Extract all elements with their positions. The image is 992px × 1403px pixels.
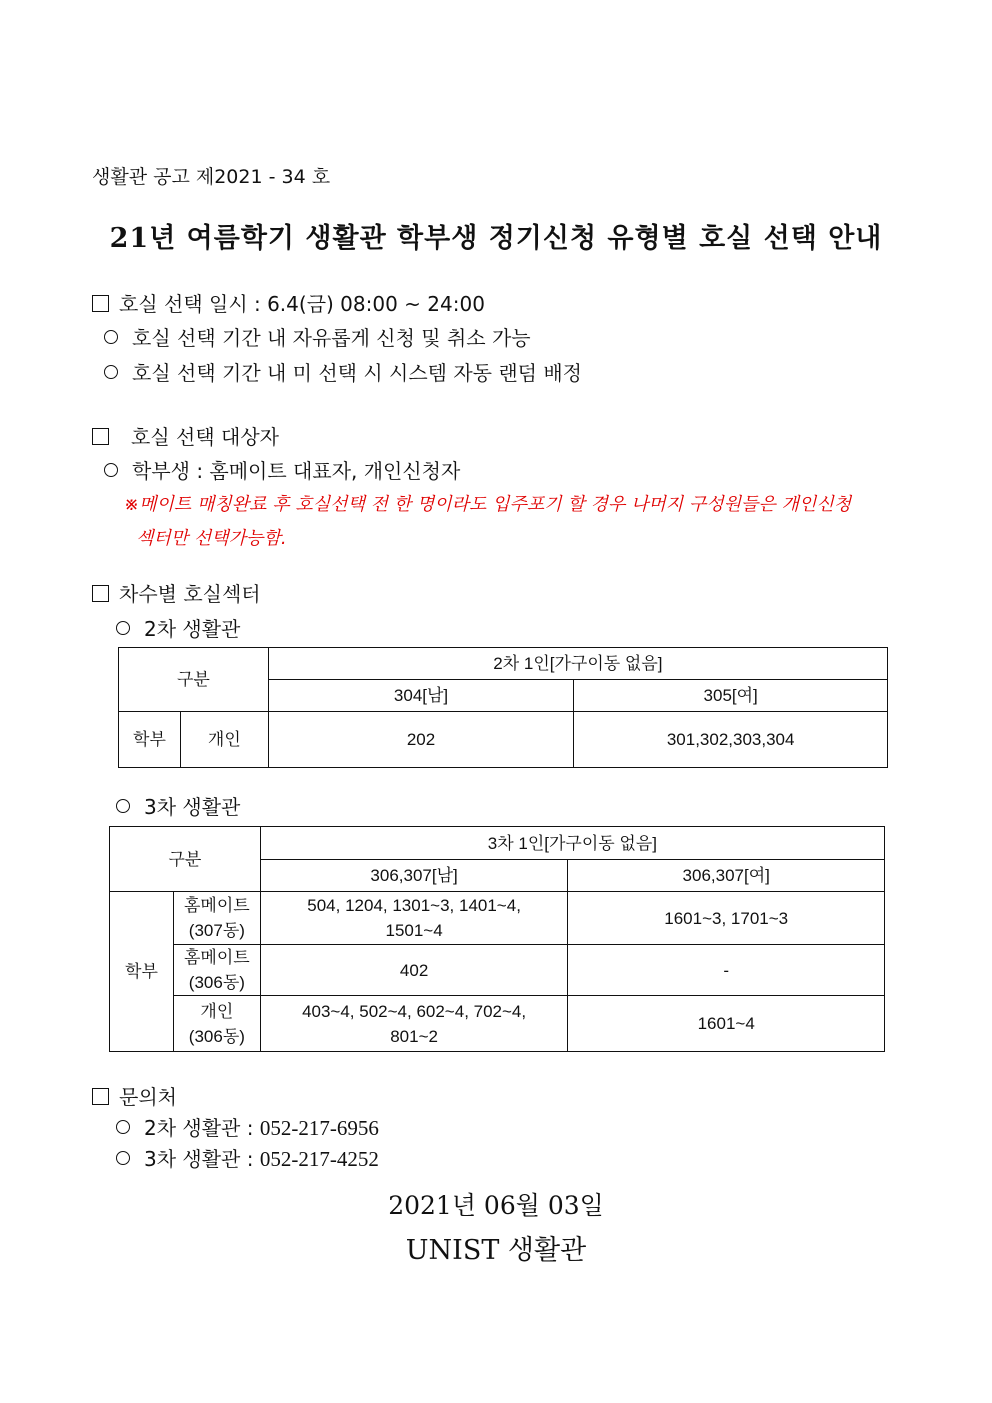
circle-bullet-icon [116, 621, 130, 635]
table3-header-main: 3차 1인[가구이동 없음] [260, 827, 884, 860]
table3-row-type: 개인 [200, 1001, 234, 1021]
table3-row-type: 홈메이트 [184, 948, 250, 967]
contact-item-2 [116, 1143, 379, 1172]
table3-male-line1: 403~4, 502~4, 602~4, 702~4, [302, 1001, 527, 1021]
schedule-bullet-2-text: 호실 선택 기간 내 미 선택 시 시스템 자동 랜덤 배정 [132, 361, 582, 385]
table3-row-type-cell [173, 996, 260, 1052]
contact-1-label: 2차 생활관 : [144, 1116, 254, 1140]
table3-row-type: 홈메이트 [184, 896, 250, 915]
circle-bullet-icon [104, 365, 118, 379]
target-bullet-text: 학부생 : 홈메이트 대표자, 개인신청자 [132, 459, 461, 483]
section-sectors-heading [92, 578, 261, 607]
table-dorm3 [109, 826, 885, 1052]
section-schedule-text: 호실 선택 일시 : 6.4(금) 08:00 ~ 24:00 [119, 292, 485, 316]
table3-female-rooms: 1601~4 [568, 996, 885, 1052]
schedule-bullet-2 [104, 357, 582, 386]
circle-bullet-icon [104, 330, 118, 344]
table2-row-type: 개인 [180, 712, 268, 768]
table3-female-rooms: - [568, 945, 885, 996]
organization-name: UNIST 생활관 [405, 1235, 587, 1266]
checkbox-square-icon [92, 1088, 109, 1105]
checkbox-square-icon [92, 428, 109, 445]
section-contact-text: 문의처 [119, 1085, 177, 1109]
table3-col-female: 306,307[여] [568, 860, 885, 892]
table3-male-line2: 801~2 [390, 1026, 438, 1046]
table2-male-rooms: 202 [268, 712, 574, 768]
schedule-bullet-1-text: 호실 선택 기간 내 자유롭게 신청 및 취소 가능 [132, 326, 531, 350]
table3-male-cell [260, 996, 568, 1052]
warning-line-1: ※메이트 매칭완료 후 호실선택 전 한 명이라도 입주포기 할 경우 나머지 구성원들은 개인신청 [124, 494, 852, 515]
section-sectors-text: 차수별 호실섹터 [119, 582, 261, 606]
table3-col-group: 구분 [110, 827, 261, 892]
checkbox-square-icon [92, 295, 109, 312]
table3-col-male: 306,307[남] [260, 860, 568, 892]
table2-col-female: 305[여] [574, 680, 888, 712]
table3-row-type-cell [173, 945, 260, 996]
table3-male-cell [260, 892, 568, 945]
table3-caption [116, 791, 240, 820]
table3-row-group: 학부 [110, 892, 174, 1052]
table2-col-male: 304[남] [268, 680, 574, 712]
table-row [110, 996, 885, 1052]
circle-bullet-icon [116, 1151, 130, 1165]
circle-bullet-icon [116, 1120, 130, 1134]
circle-bullet-icon [104, 463, 118, 477]
contact-1-phone: 052-217-6956 [259, 1116, 379, 1140]
issue-date: 2021년 06월 03일 [388, 1191, 604, 1220]
page-title: 21년 여름학기 생활관 학부생 정기신청 유형별 호실 선택 안내 [109, 223, 883, 254]
section-schedule-heading [92, 288, 485, 317]
section-contact-heading [92, 1081, 177, 1110]
contact-2-phone: 052-217-4252 [259, 1147, 379, 1171]
contact-2-label: 3차 생활관 : [144, 1147, 254, 1171]
schedule-bullet-1 [104, 322, 531, 351]
table-dorm2 [118, 647, 888, 768]
table3-row-building: (306동) [188, 1026, 245, 1046]
table3-row-building: (306동) [188, 973, 245, 992]
table3-row-building: (307동) [188, 921, 245, 940]
circle-bullet-icon [116, 799, 130, 813]
table2-female-rooms: 301,302,303,304 [574, 712, 888, 768]
contact-item-1 [116, 1112, 379, 1141]
table3-male-rooms: 402 [260, 945, 568, 996]
warning-line-2: 섹터만 선택가능함. [136, 528, 287, 549]
table2-header-main: 2차 1인[가구이동 없음] [268, 648, 887, 680]
section-target-heading [92, 421, 279, 450]
table2-caption [116, 613, 240, 642]
target-bullet [104, 455, 460, 484]
table-row [110, 945, 885, 996]
table3-caption-text: 3차 생활관 [144, 795, 241, 819]
table3-male-line1: 504, 1204, 1301~3, 1401~4, [307, 896, 521, 915]
table3-male-line2: 1501~4 [385, 921, 443, 940]
table2-caption-text: 2차 생활관 [144, 617, 241, 641]
table2-row-group: 학부 [119, 712, 181, 768]
section-target-text: 호실 선택 대상자 [131, 425, 279, 449]
notice-number: 생활관 공고 제2021 - 34 호 [92, 166, 331, 188]
checkbox-square-icon [92, 585, 109, 602]
table2-col-group: 구분 [119, 648, 269, 712]
table3-row-type-cell [173, 892, 260, 945]
table3-female-rooms: 1601~3, 1701~3 [568, 892, 885, 945]
table-row [110, 892, 885, 945]
